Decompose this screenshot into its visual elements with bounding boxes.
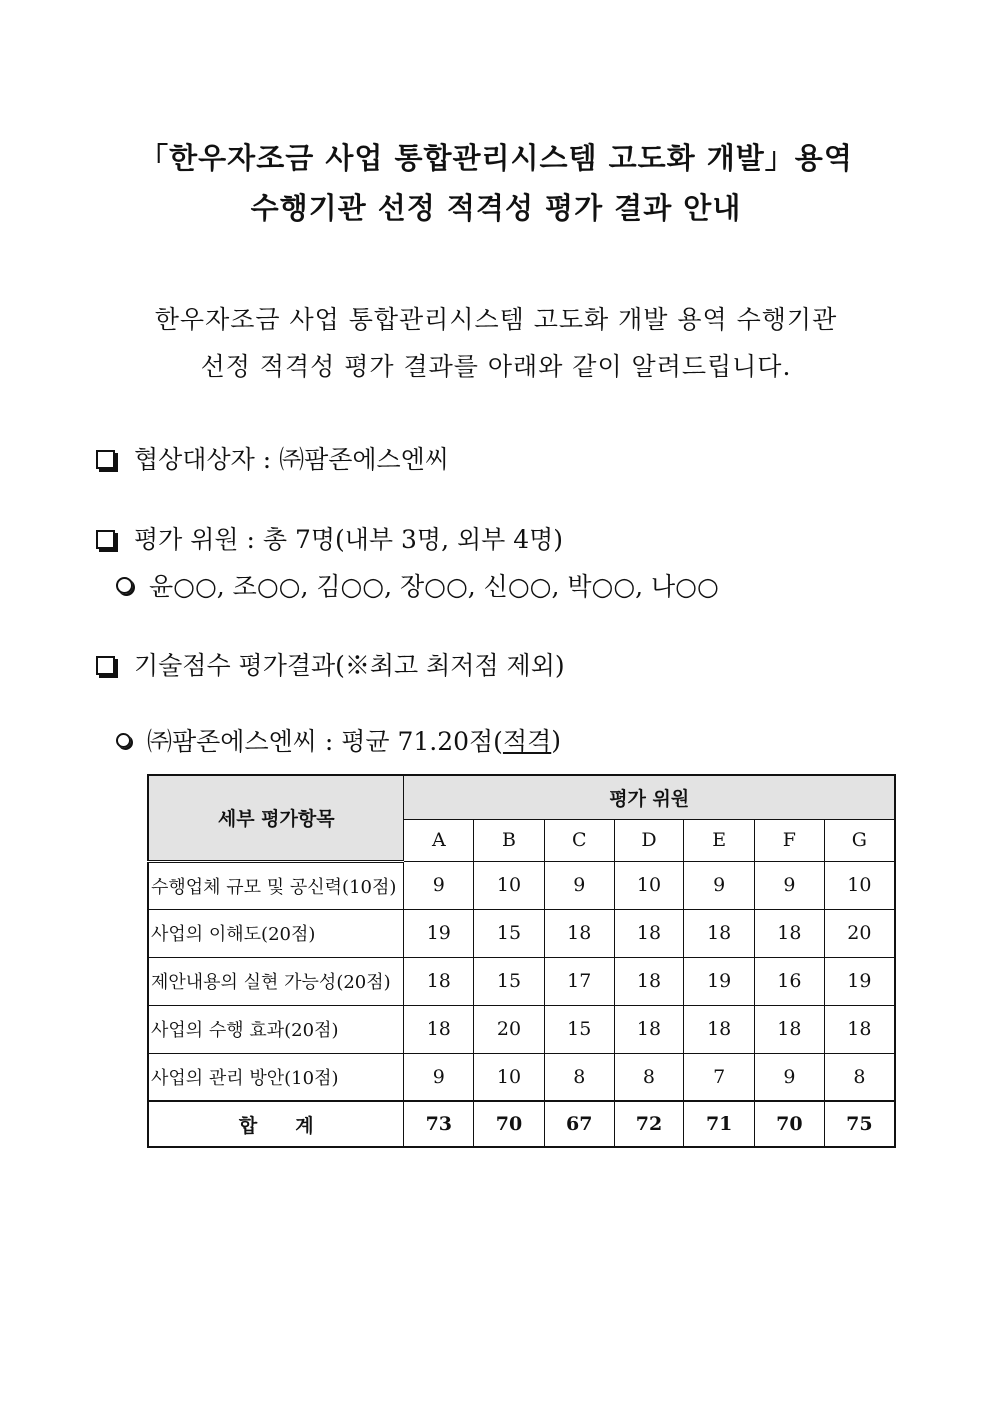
committee-members-text: 윤○○, 조○○, 김○○, 장○○, 신○○, 박○○, 나○○ [149, 572, 719, 601]
checkbox-square-icon [96, 450, 115, 469]
item-header: 세부 평가항목 [148, 775, 404, 861]
table-row [148, 861, 895, 909]
score-cell: 19 [824, 957, 895, 1005]
committee-text: 평가 위원 : 총 7명(내부 3명, 외부 4명) [134, 525, 564, 554]
total-cell: 67 [544, 1101, 614, 1147]
score-cell: 9 [755, 1053, 825, 1101]
score-cell: 10 [824, 861, 895, 909]
row-label: 수행업체 규모 및 공신력(10점) [148, 861, 404, 909]
score-cell: 10 [474, 1053, 545, 1101]
evaluator-header: C [544, 819, 614, 861]
bullet-circle-icon [116, 733, 131, 748]
score-cell: 16 [755, 957, 825, 1005]
score-cell: 9 [684, 861, 755, 909]
tech-score-text: 기술점수 평가결과(※최고 최저점 제외) [134, 651, 565, 680]
evaluator-header: F [755, 819, 825, 861]
score-cell: 8 [544, 1053, 614, 1101]
score-cell: 9 [755, 861, 825, 909]
score-cell: 18 [404, 957, 474, 1005]
score-cell: 8 [824, 1053, 895, 1101]
section-committee [96, 520, 563, 556]
score-cell: 18 [755, 909, 825, 957]
total-cell: 71 [684, 1101, 755, 1147]
total-cell: 72 [614, 1101, 684, 1147]
committee-members [116, 567, 719, 603]
committee-header: 평가 위원 [404, 775, 895, 819]
checkbox-square-icon [96, 530, 115, 549]
score-cell: 9 [404, 861, 474, 909]
score-cell: 18 [544, 909, 614, 957]
row-label: 사업의 수행 효과(20점) [148, 1005, 404, 1053]
row-label: 제안내용의 실현 가능성(20점) [148, 957, 404, 1005]
evaluation-table [147, 774, 896, 1148]
score-cell: 18 [404, 1005, 474, 1053]
score-cell: 7 [684, 1053, 755, 1101]
document-title-line2: 수행기관 선정 적격성 평가 결과 안내 [250, 191, 742, 225]
row-label: 사업의 이해도(20점) [148, 909, 404, 957]
score-cell: 10 [474, 861, 545, 909]
checkbox-square-icon [96, 656, 115, 675]
score-cell: 8 [614, 1053, 684, 1101]
score-cell: 20 [824, 909, 895, 957]
total-label: 합 계 [148, 1101, 404, 1147]
negotiation-text: 협상대상자 : ㈜팜존에스엔씨 [134, 445, 449, 474]
result-line [116, 722, 561, 758]
section-tech-score [96, 646, 565, 682]
evaluator-header: E [684, 819, 755, 861]
intro-line1: 한우자조금 사업 통합관리시스템 고도화 개발 용역 수행기관 [154, 305, 838, 334]
result-prefix: ㈜팜존에스엔씨 : 평균 71.20점( [147, 727, 503, 756]
intro-line2: 선정 적격성 평가 결과를 아래와 같이 알려드립니다. [200, 352, 792, 381]
score-cell: 9 [544, 861, 614, 909]
document-title-line1: 「한우자조금 사업 통합관리시스템 고도화 개발」용역 [139, 141, 853, 175]
total-cell: 70 [474, 1101, 545, 1147]
score-cell: 10 [614, 861, 684, 909]
score-cell: 19 [684, 957, 755, 1005]
table-row [148, 957, 895, 1005]
table-row [148, 1005, 895, 1053]
score-cell: 15 [474, 957, 545, 1005]
total-cell: 75 [824, 1101, 895, 1147]
score-cell: 15 [544, 1005, 614, 1053]
table-row [148, 909, 895, 957]
table-row [148, 1053, 895, 1101]
score-cell: 19 [404, 909, 474, 957]
score-cell: 18 [824, 1005, 895, 1053]
score-cell: 20 [474, 1005, 545, 1053]
score-cell: 18 [684, 909, 755, 957]
row-label: 사업의 관리 방안(10점) [148, 1053, 404, 1101]
section-negotiation [96, 440, 449, 476]
result-status: 적격 [502, 727, 552, 756]
total-cell: 73 [404, 1101, 474, 1147]
score-cell: 18 [614, 957, 684, 1005]
bullet-circle-icon [116, 577, 133, 594]
evaluator-header: B [474, 819, 545, 861]
total-cell: 70 [755, 1101, 825, 1147]
score-cell: 9 [404, 1053, 474, 1101]
score-cell: 18 [614, 1005, 684, 1053]
result-suffix: ) [551, 725, 562, 755]
score-cell: 17 [544, 957, 614, 1005]
evaluator-header: A [404, 819, 474, 861]
score-cell: 15 [474, 909, 545, 957]
score-cell: 18 [684, 1005, 755, 1053]
total-row [148, 1101, 895, 1147]
score-cell: 18 [614, 909, 684, 957]
evaluator-header: D [614, 819, 684, 861]
score-cell: 18 [755, 1005, 825, 1053]
evaluator-header: G [824, 819, 895, 861]
